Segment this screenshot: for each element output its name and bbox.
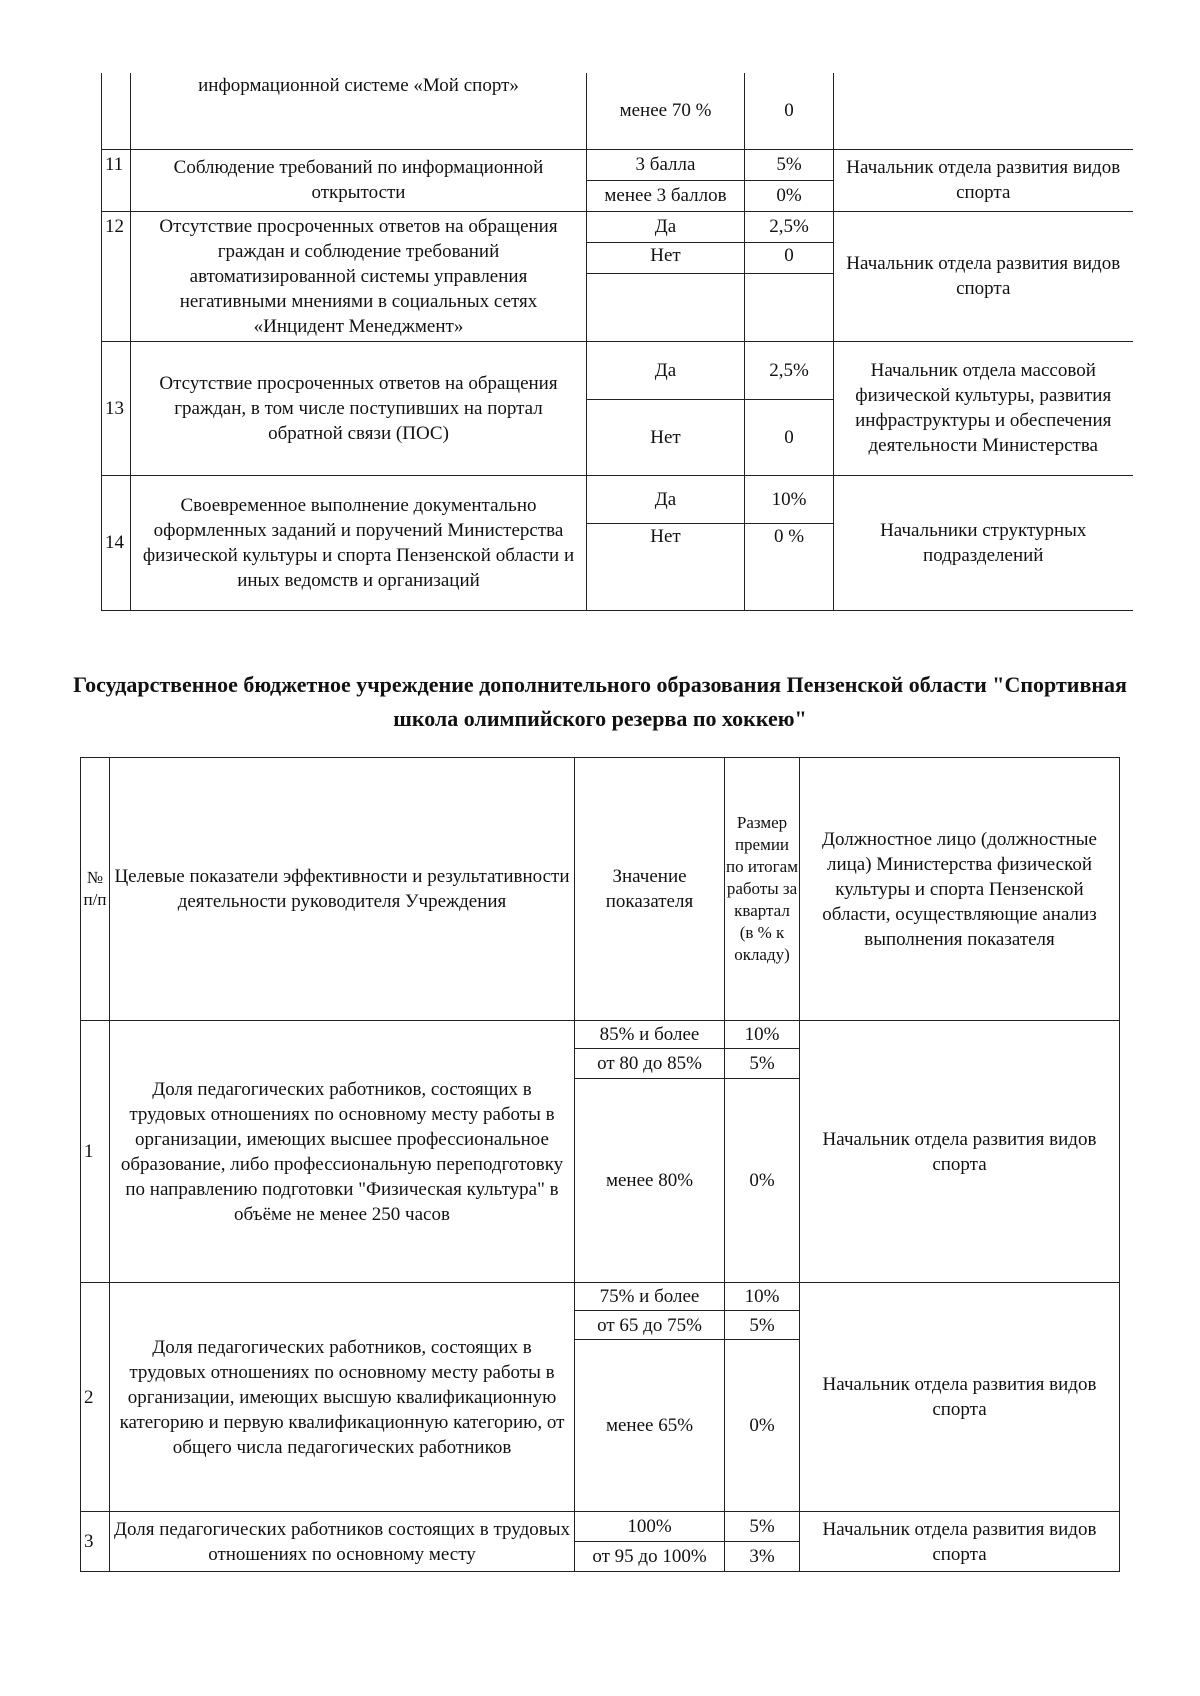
premium-value: 2,5% [745, 341, 834, 399]
premium-value: 0 % [745, 523, 834, 610]
section-heading: Государственное бюджетное учреждение дополнительного образования Пензенской области "Спортивная школа олимпийского резерва по хоккею" [73, 672, 1127, 731]
indicator-value: 75% и более [575, 1283, 725, 1311]
row-number: 14 [102, 475, 131, 610]
indicator-text: информационной системе «Мой спорт» [131, 73, 587, 149]
table-row [81, 1283, 1120, 1311]
table-row [102, 73, 1133, 149]
indicator-value: от 65 до 75% [575, 1311, 725, 1340]
table-row [81, 1021, 1120, 1049]
indicator-value: менее 65% [575, 1340, 725, 1512]
premium-value: 0% [725, 1079, 800, 1283]
indicator-text: Соблюдение требований по информационной открытости [131, 149, 587, 211]
table-row [102, 149, 1133, 180]
indicator-text: Доля педагогических работников состоящих в трудовых отношениях по основному месту [110, 1512, 575, 1572]
indicator-value: 100% [575, 1512, 725, 1542]
indicator-value: Нет [587, 242, 745, 273]
row-number: 1 [81, 1021, 110, 1283]
indicators-table-continued [101, 73, 1133, 611]
responsible-person [834, 73, 1133, 149]
table-header-row [81, 758, 1120, 1021]
indicator-value: Да [587, 475, 745, 523]
indicator-text: Отсутствие просроченных ответов на обращения граждан и соблюдение требований автоматизированной системы управления негативными мнениями в социальных сетях «Инцидент Менеджмент» [131, 211, 587, 341]
header-num: № п/п [81, 758, 110, 1021]
premium-value: 5% [725, 1512, 800, 1542]
indicator-value: Нет [587, 399, 745, 475]
premium-value: 0% [725, 1340, 800, 1512]
premium-value: 10% [725, 1283, 800, 1311]
row-number: 3 [81, 1512, 110, 1572]
responsible-person: Начальник отдела развития видов спорта [834, 211, 1133, 341]
premium-value: 10% [725, 1021, 800, 1049]
header-premium: Размер премии по итогам работы за квартал (в % к окладу) [725, 758, 800, 1021]
premium-value: 10% [745, 475, 834, 523]
premium-value: 0 [745, 399, 834, 475]
premium-value [745, 273, 834, 341]
row-number: 12 [102, 211, 131, 341]
table-row [81, 1512, 1120, 1542]
header-responsible: Должностное лицо (должностные лица) Министерства физической культуры и спорта Пензенской области, осуществляющие анализ выполнения показателя [800, 758, 1120, 1021]
responsible-person: Начальники структурных подразделений [834, 475, 1133, 610]
responsible-person: Начальник отдела развития видов спорта [834, 149, 1133, 211]
indicator-value [587, 273, 745, 341]
row-number: 2 [81, 1283, 110, 1512]
indicator-value: Нет [587, 523, 745, 610]
indicator-value: 85% и более [575, 1021, 725, 1049]
indicator-text: Доля педагогических работников, состоящих в трудовых отношениях по основному месту работы в организации, имеющих высшую квалификационную категорию и первую квалификационную категорию, от общего числа педагогических работников [110, 1283, 575, 1512]
indicator-value: Да [587, 341, 745, 399]
indicator-value: менее 3 баллов [587, 180, 745, 211]
row-number: 13 [102, 341, 131, 475]
table-row [102, 341, 1133, 399]
indicator-value: менее 80% [575, 1079, 725, 1283]
premium-value: 5% [725, 1311, 800, 1340]
table-row [102, 211, 1133, 242]
premium-value: 0 [745, 242, 834, 273]
responsible-person: Начальник отдела развития видов спорта [800, 1021, 1120, 1283]
header-value: Значение показателя [575, 758, 725, 1021]
indicator-value: от 95 до 100% [575, 1542, 725, 1572]
indicator-value: от 80 до 85% [575, 1049, 725, 1079]
premium-value: 0 [745, 73, 834, 149]
responsible-person: Начальник отдела развития видов спорта [800, 1283, 1120, 1512]
premium-value: 2,5% [745, 211, 834, 242]
premium-value: 0% [745, 180, 834, 211]
responsible-person: Начальник отдела массовой физической культуры, развития инфраструктуры и обеспечения деятельности Министерства [834, 341, 1133, 475]
premium-value: 5% [725, 1049, 800, 1079]
indicator-text: Доля педагогических работников, состоящих в трудовых отношениях по основному месту работы в организации, имеющих высшее профессиональное образование, либо профессиональную переподготовку по направлению подготовки "Физическая культура" в объёме не менее 250 часов [110, 1021, 575, 1283]
indicator-value: Да [587, 211, 745, 242]
indicator-text: Отсутствие просроченных ответов на обращения граждан, в том числе поступивших на портал обратной связи (ПОС) [131, 341, 587, 475]
row-number: 11 [102, 149, 131, 211]
indicator-value: менее 70 % [587, 73, 745, 149]
premium-value: 5% [745, 149, 834, 180]
header-indicator: Целевые показатели эффективности и результативности деятельности руководителя Учреждения [110, 758, 575, 1021]
indicator-text: Своевременное выполнение документально оформленных заданий и поручений Министерства физической культуры и спорта Пензенской области и иных ведомств и организаций [131, 475, 587, 610]
table-row [102, 475, 1133, 523]
premium-value: 3% [725, 1542, 800, 1572]
row-number [102, 73, 131, 149]
indicator-value: 3 балла [587, 149, 745, 180]
indicators-table-hockey-school [80, 757, 1120, 1572]
responsible-person: Начальник отдела развития видов спорта [800, 1512, 1120, 1572]
